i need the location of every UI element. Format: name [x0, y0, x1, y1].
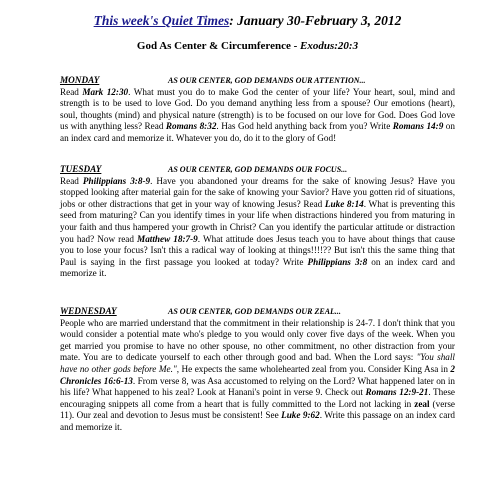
wednesday-quote: "You shall have no other gods before Me.": [60, 352, 455, 374]
tuesday-text-4: . What attitude does Jesus teach you to have about things that cause you to lose your focus? Isn't this a radical way of looking at things!!!!?? But isn't this the same thing that Paul is saying in the first passage you looked at today? Write: [60, 233, 455, 267]
monday-body: [60, 87, 455, 145]
tuesday-theme: AS OUR CENTER, GOD DEMANDS OUR FOCUS...: [168, 165, 348, 174]
wednesday-theme: AS OUR CENTER, GOD DEMANDS OUR ZEAL...: [168, 307, 341, 316]
wednesday-day-label: WEDNESDAY: [60, 306, 117, 316]
monday-text-2: . What must you do to make God the center of your life? Your heart, soul, mind and strength is to be used to love God. Do you demand anything less from a spouse? Our emotions (heart), soul, thoughts (mind) and physical nature (strength) is to be focused on our love for God. Does God love us with anything less? Read: [60, 86, 455, 132]
tuesday-text-2: . Have you abandoned your dreams for the sake of knowing Jesus? Have you stopped looking after material gain for the sake of knowing your Savior? Have you gotten rid of situations, jobs or other distractions that get in your way of knowing Jesus? Read: [60, 175, 455, 209]
wednesday-text-4: . These encouraging snippets all come from a heart that is fully committed to the Lord not lacking in: [60, 387, 455, 409]
monday-day-label: MONDAY: [60, 75, 100, 85]
tuesday-text-1: Read: [60, 175, 83, 186]
monday-text-4: on an index card and memorize it. Whatever you do, do it to the glory of God!: [60, 121, 455, 143]
tuesday-ref-3: Matthew 18:7-9: [137, 233, 198, 244]
subtitle-text: God As Center & Circumference -: [136, 40, 301, 52]
monday-heading: [60, 75, 455, 87]
wednesday-text-1: People who are married understand that the commitment in their relationship is 24-7. I don't think that you would consider a potential mate who's pledge to you would only cover five days of the week. When you get married you promise to have no other spouse, no other commitment, no other distraction from your mate. You are to dedicate yourself to each other through good and bad. When the Lord says:: [60, 317, 455, 363]
wednesday-heading: [60, 306, 455, 318]
monday-theme: AS OUR CENTER, GOD DEMANDS OUR ATTENTION...: [168, 76, 366, 85]
subtitle-scripture-ref: Exodus:20:3: [300, 40, 359, 52]
wednesday-text-6: . Write this passage on an index card and memorize it.: [60, 410, 455, 432]
monday-text-3: . Has God held anything back from you? Write: [216, 121, 393, 132]
monday-section: [60, 75, 455, 145]
monday-ref-1: Mark 12:30: [82, 86, 129, 97]
tuesday-text-3: . What is preventing this seed from maturing? Can you identify times in your life when distractions hindered you from maturing in your faith and thus hampered your growth in Christ? Can you identify the particular attitude or distraction you had? Now read: [60, 198, 456, 244]
tuesday-ref-1: Philippians 3:8-9: [82, 175, 151, 186]
wednesday-section: [60, 306, 455, 434]
tuesday-section: [60, 164, 455, 280]
page-subtitle: [0, 40, 495, 52]
monday-ref-3: Romans 14:9: [392, 121, 444, 132]
monday-text-1: Read: [60, 86, 83, 97]
tuesday-heading: [60, 164, 455, 176]
wednesday-text-3: . From verse 8, was Asa accustomed to relying on the Lord? What happened later on in his life? What happened to his zeal? Look at Hanani's point in verse 9. Check out: [60, 375, 455, 398]
wednesday-ref-2: Romans 12:9-21: [365, 387, 429, 398]
tuesday-ref-2: Luke 8:14: [324, 198, 364, 209]
wednesday-ref-3: Luke 9:62: [281, 410, 320, 421]
wednesday-text-2: , He expects the same wholehearted zeal from you. Consider King Asa in: [176, 363, 451, 374]
tuesday-ref-4: Philippians 3:8: [307, 256, 368, 267]
monday-ref-2: Romans 8:32: [165, 121, 217, 132]
wednesday-ref-1: 2 Chronicles 16:6-13: [60, 363, 455, 386]
header-date-range: : January 30-February 3, 2012: [229, 13, 402, 28]
wednesday-text-5: (verse 11). Our zeal and devotion to Jesus must be consistent! See: [60, 398, 456, 421]
tuesday-body: [60, 176, 455, 280]
tuesday-day-label: TUESDAY: [60, 164, 102, 174]
wednesday-body: [60, 318, 455, 434]
wednesday-zeal-word: zeal: [414, 398, 430, 409]
header-title-blue: This week's Quiet Times: [93, 13, 230, 28]
page-header: [0, 12, 495, 30]
tuesday-text-5: on an index card and memorize it.: [60, 256, 455, 279]
